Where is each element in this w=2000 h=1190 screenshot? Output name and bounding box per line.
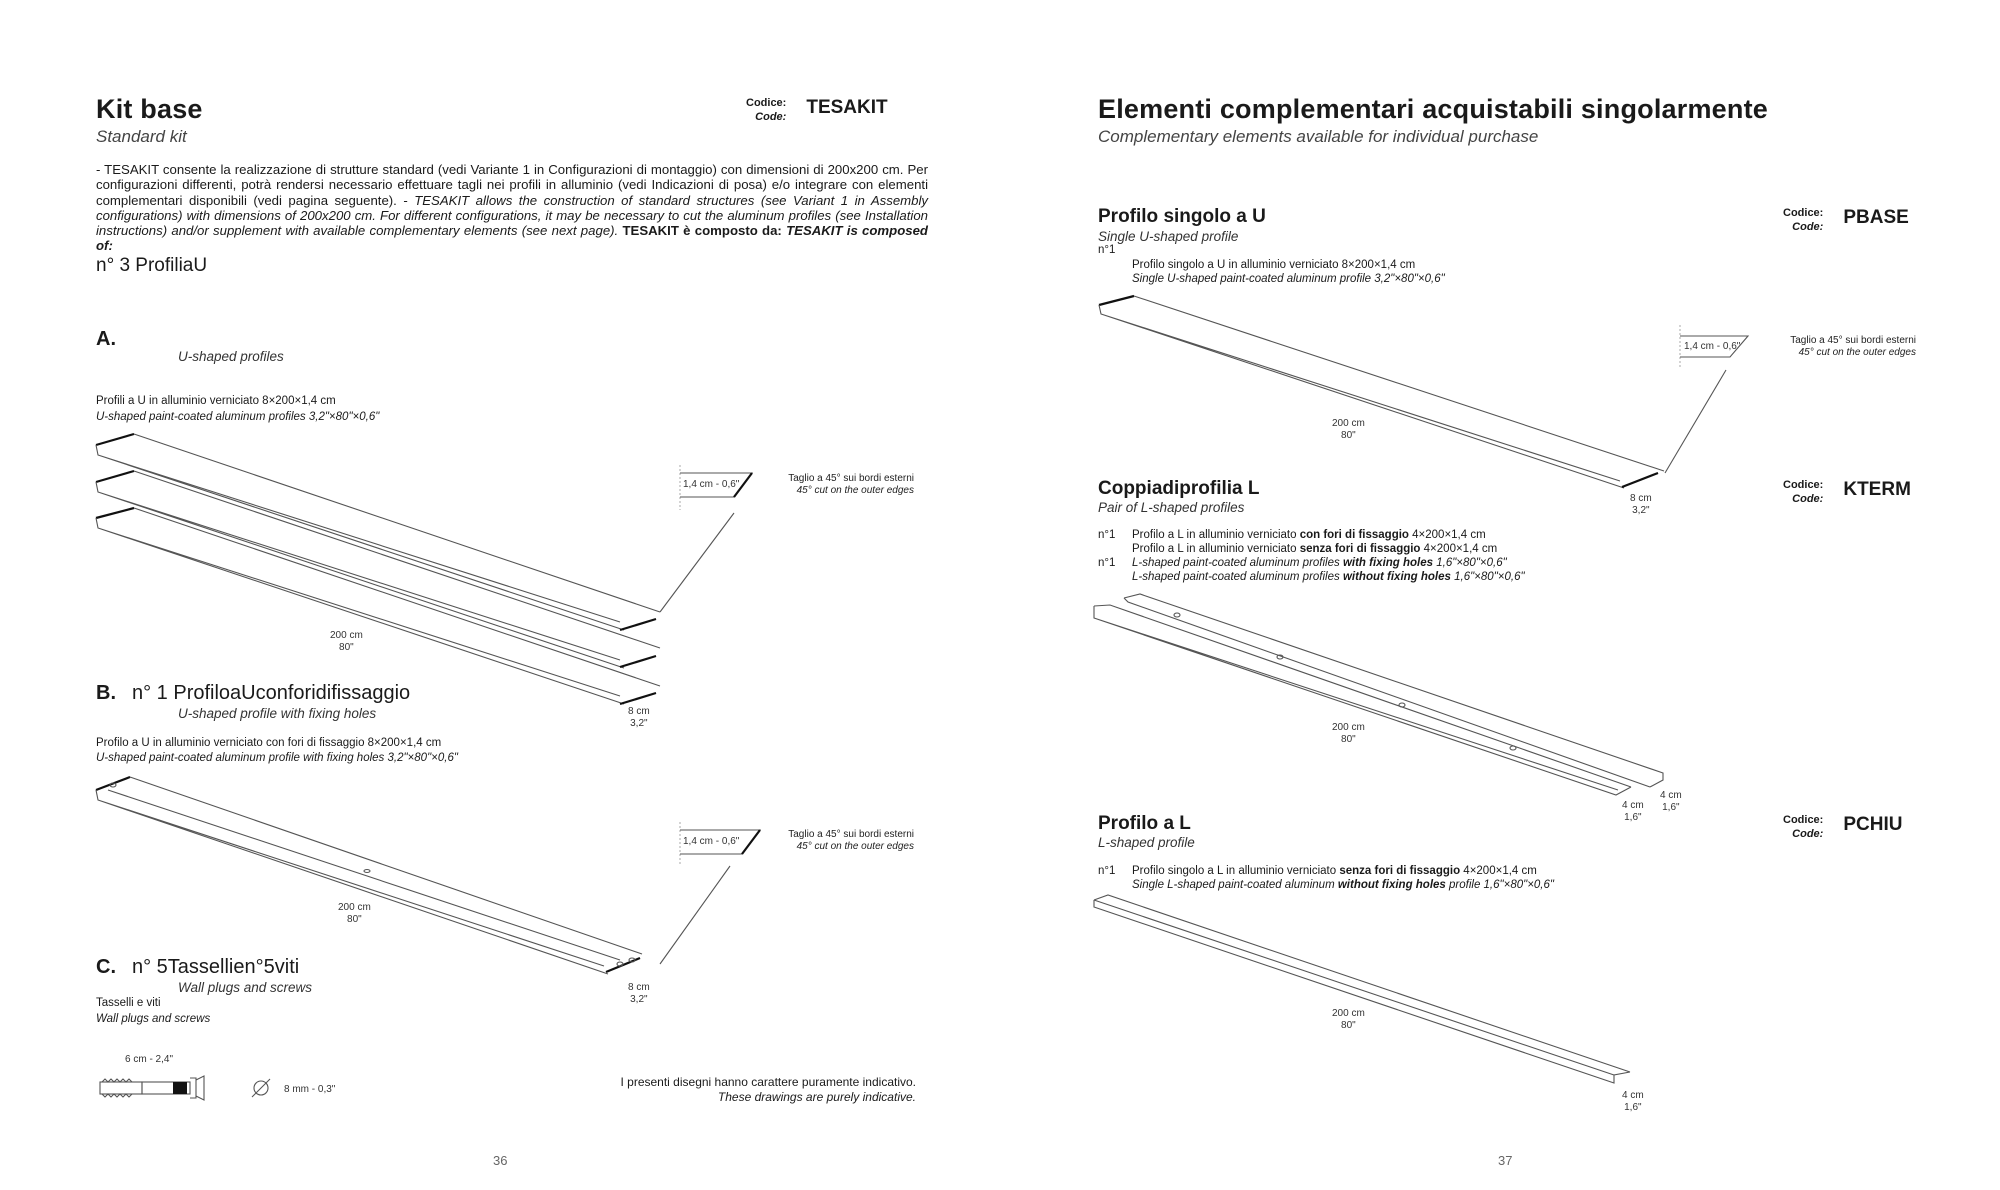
product-pchiu-width: 4 cm 1,6" [1622,1090,1644,1113]
plug-length: 6 cm - 2,4" [125,1054,174,1065]
product-kterm-width-2: 4 cm 1,6" [1660,790,1682,813]
page-number-left: 36 [493,1153,508,1168]
product-kterm-qty-2: n°1 [1098,557,1116,569]
product-pchiu-code-block: Codice: Code: PCHIU [1783,814,1903,840]
product-pbase-desc-it: Profilo singolo a U in alluminio verniciato 8×200×1,4 cm [1132,259,1416,271]
section-b-title: n° 1 ProfiloaUconforidifissaggio [132,682,411,704]
right-page-title: Elementi complementari acquistabili singolarmente [1098,94,1768,124]
section-c-title: n° 5Tassellien°5viti [132,956,300,978]
section-a-width: 8 cm 3,2" [628,706,650,729]
section-c-letter: C. [96,956,116,978]
product-code: TESAKIT [806,97,888,118]
product-code: KTERM [1843,479,1911,500]
product-pbase-cut-dim: 1,4 cm - 0,6" [1684,341,1741,352]
section-c-subtitle: Wall plugs and screws [178,980,313,995]
product-pchiu-title: Profilo a L [1098,813,1191,834]
section-b-cut-note: Taglio a 45° sui bordi esterni 45° cut on the outer edges [788,829,914,852]
section-c-desc-en: Wall plugs and screws [96,1013,211,1025]
section-a-cut-note: Taglio a 45° sui bordi esterni 45° cut on the outer edges [788,473,914,496]
section-a-desc-en: U-shaped paint-coated aluminum profiles 3,2"×80"×0,6" [96,411,380,423]
section-c-desc-it: Tasselli e viti [96,997,161,1009]
plug-diameter: 8 mm - 0,3" [284,1084,336,1095]
product-kterm-title: Coppiadiprofilia L [1098,478,1260,499]
section-a-cut-dim: 1,4 cm - 0,6" [683,479,740,490]
disclaimer: I presenti disegni hanno carattere puramente indicativo. These drawings are purely indicative. [620,1075,916,1104]
code-label: Codice: Code: [746,97,787,123]
product-pchiu-length: 200 cm 80" [1332,1008,1365,1031]
product-kterm-length: 200 cm 80" [1332,722,1365,745]
page-subtitle: Standard kit [96,127,187,146]
product-pbase-code-block: Codice: Code: PBASE [1783,207,1909,233]
l-profile-pchiu-drawing [1094,895,1630,1083]
kit-first-item: n° 3 ProfiliaU [96,255,208,276]
page-number-right: 37 [1498,1153,1513,1168]
product-pbase-width: 8 cm 3,2" [1630,493,1652,516]
product-pbase-cut-note: Taglio a 45° sui bordi esterni 45° cut on the outer edges [1790,335,1916,358]
intro-paragraph: - TESAKIT consente la realizzazione di strutture standard (vedi Variante 1 in Configurazioni di montaggio) con dimensioni di 200x200 cm. Per configurazioni differenti, potrà rendersi necessario effettuare tagli nei profili in alluminio (vedi Indicazioni di posa) e/o integrare con elementi complementari disponibili (vedi pagina seguente). - TESAKIT allows the construction of standard structures (see Variant 1 in Assembly configurations) with dimensions of 200x200 cm. For different configurations, it may be necessary to cut the aluminum profiles (see Installation instructions) and/or supplement with available complementary elements (see next page). TESAKIT è composto da: TESAKIT is composed of: [96,162,928,254]
product-pbase-qty: n°1 [1098,244,1116,256]
product-pchiu-desc: Profilo singolo a L in alluminio verniciato senza fori di fissaggio 4×200×1,4 cm Single L-shaped paint-coated aluminum without fixing holes profile 1,6"×80"×0,6" [1132,865,1554,891]
product-pbase-length: 200 cm 80" [1332,418,1365,441]
section-a-length: 200 cm 80" [330,630,363,653]
product-pchiu-subtitle: L-shaped profile [1098,835,1195,850]
product-kterm-qty-1: n°1 [1098,529,1116,541]
section-b-letter: B. [96,682,116,704]
section-a-subtitle: U-shaped profiles [178,349,284,364]
page-title: Kit base [96,94,203,124]
section-b-desc-en: U-shaped paint-coated aluminum profile with fixing holes 3,2"×80"×0,6" [96,752,458,764]
section-a-desc-it: Profili a U in alluminio verniciato 8×200×1,4 cm [96,395,336,407]
product-kterm-desc: Profilo a L in alluminio verniciato con fori di fissaggio 4×200×1,4 cm Profilo a L in alluminio verniciato senza fori di fissaggio 4×200×1,4 cm L-shaped paint-coated aluminum profiles with fixing holes 1,6"×80"×0,6" L-shaped paint-coated aluminum profiles without fixing holes 1,6"×80"×0,6" [1132,529,1525,583]
section-b-width: 8 cm 3,2" [628,982,650,1005]
product-pbase-desc-en: Single U-shaped paint-coated aluminum profile 3,2"×80"×0,6" [1132,273,1445,285]
product-code: PBASE [1843,207,1909,228]
section-b-cut-dim: 1,4 cm - 0,6" [683,836,740,847]
product-code: PCHIU [1843,814,1903,835]
section-b-length: 200 cm 80" [338,902,371,925]
section-a-letter: A. [96,328,116,350]
product-pbase-title: Profilo singolo a U [1098,206,1266,227]
u-profile-pbase-drawing [1099,296,1664,488]
right-page-subtitle: Complementary elements available for individual purchase [1098,127,1539,146]
product-kterm-width-1: 4 cm 1,6" [1622,800,1644,823]
product-pbase-subtitle: Single U-shaped profile [1098,229,1239,244]
product-kterm-code-block: Codice: Code: KTERM [1783,479,1911,505]
section-b-desc-it: Profilo a U in alluminio verniciato con fori di fissaggio 8×200×1,4 cm [96,737,442,749]
l-profiles-kterm-drawing [1094,594,1663,795]
section-b-subtitle: U-shaped profile with fixing holes [178,706,377,721]
product-pchiu-qty: n°1 [1098,865,1116,877]
product-kterm-subtitle: Pair of L-shaped profiles [1098,500,1245,515]
